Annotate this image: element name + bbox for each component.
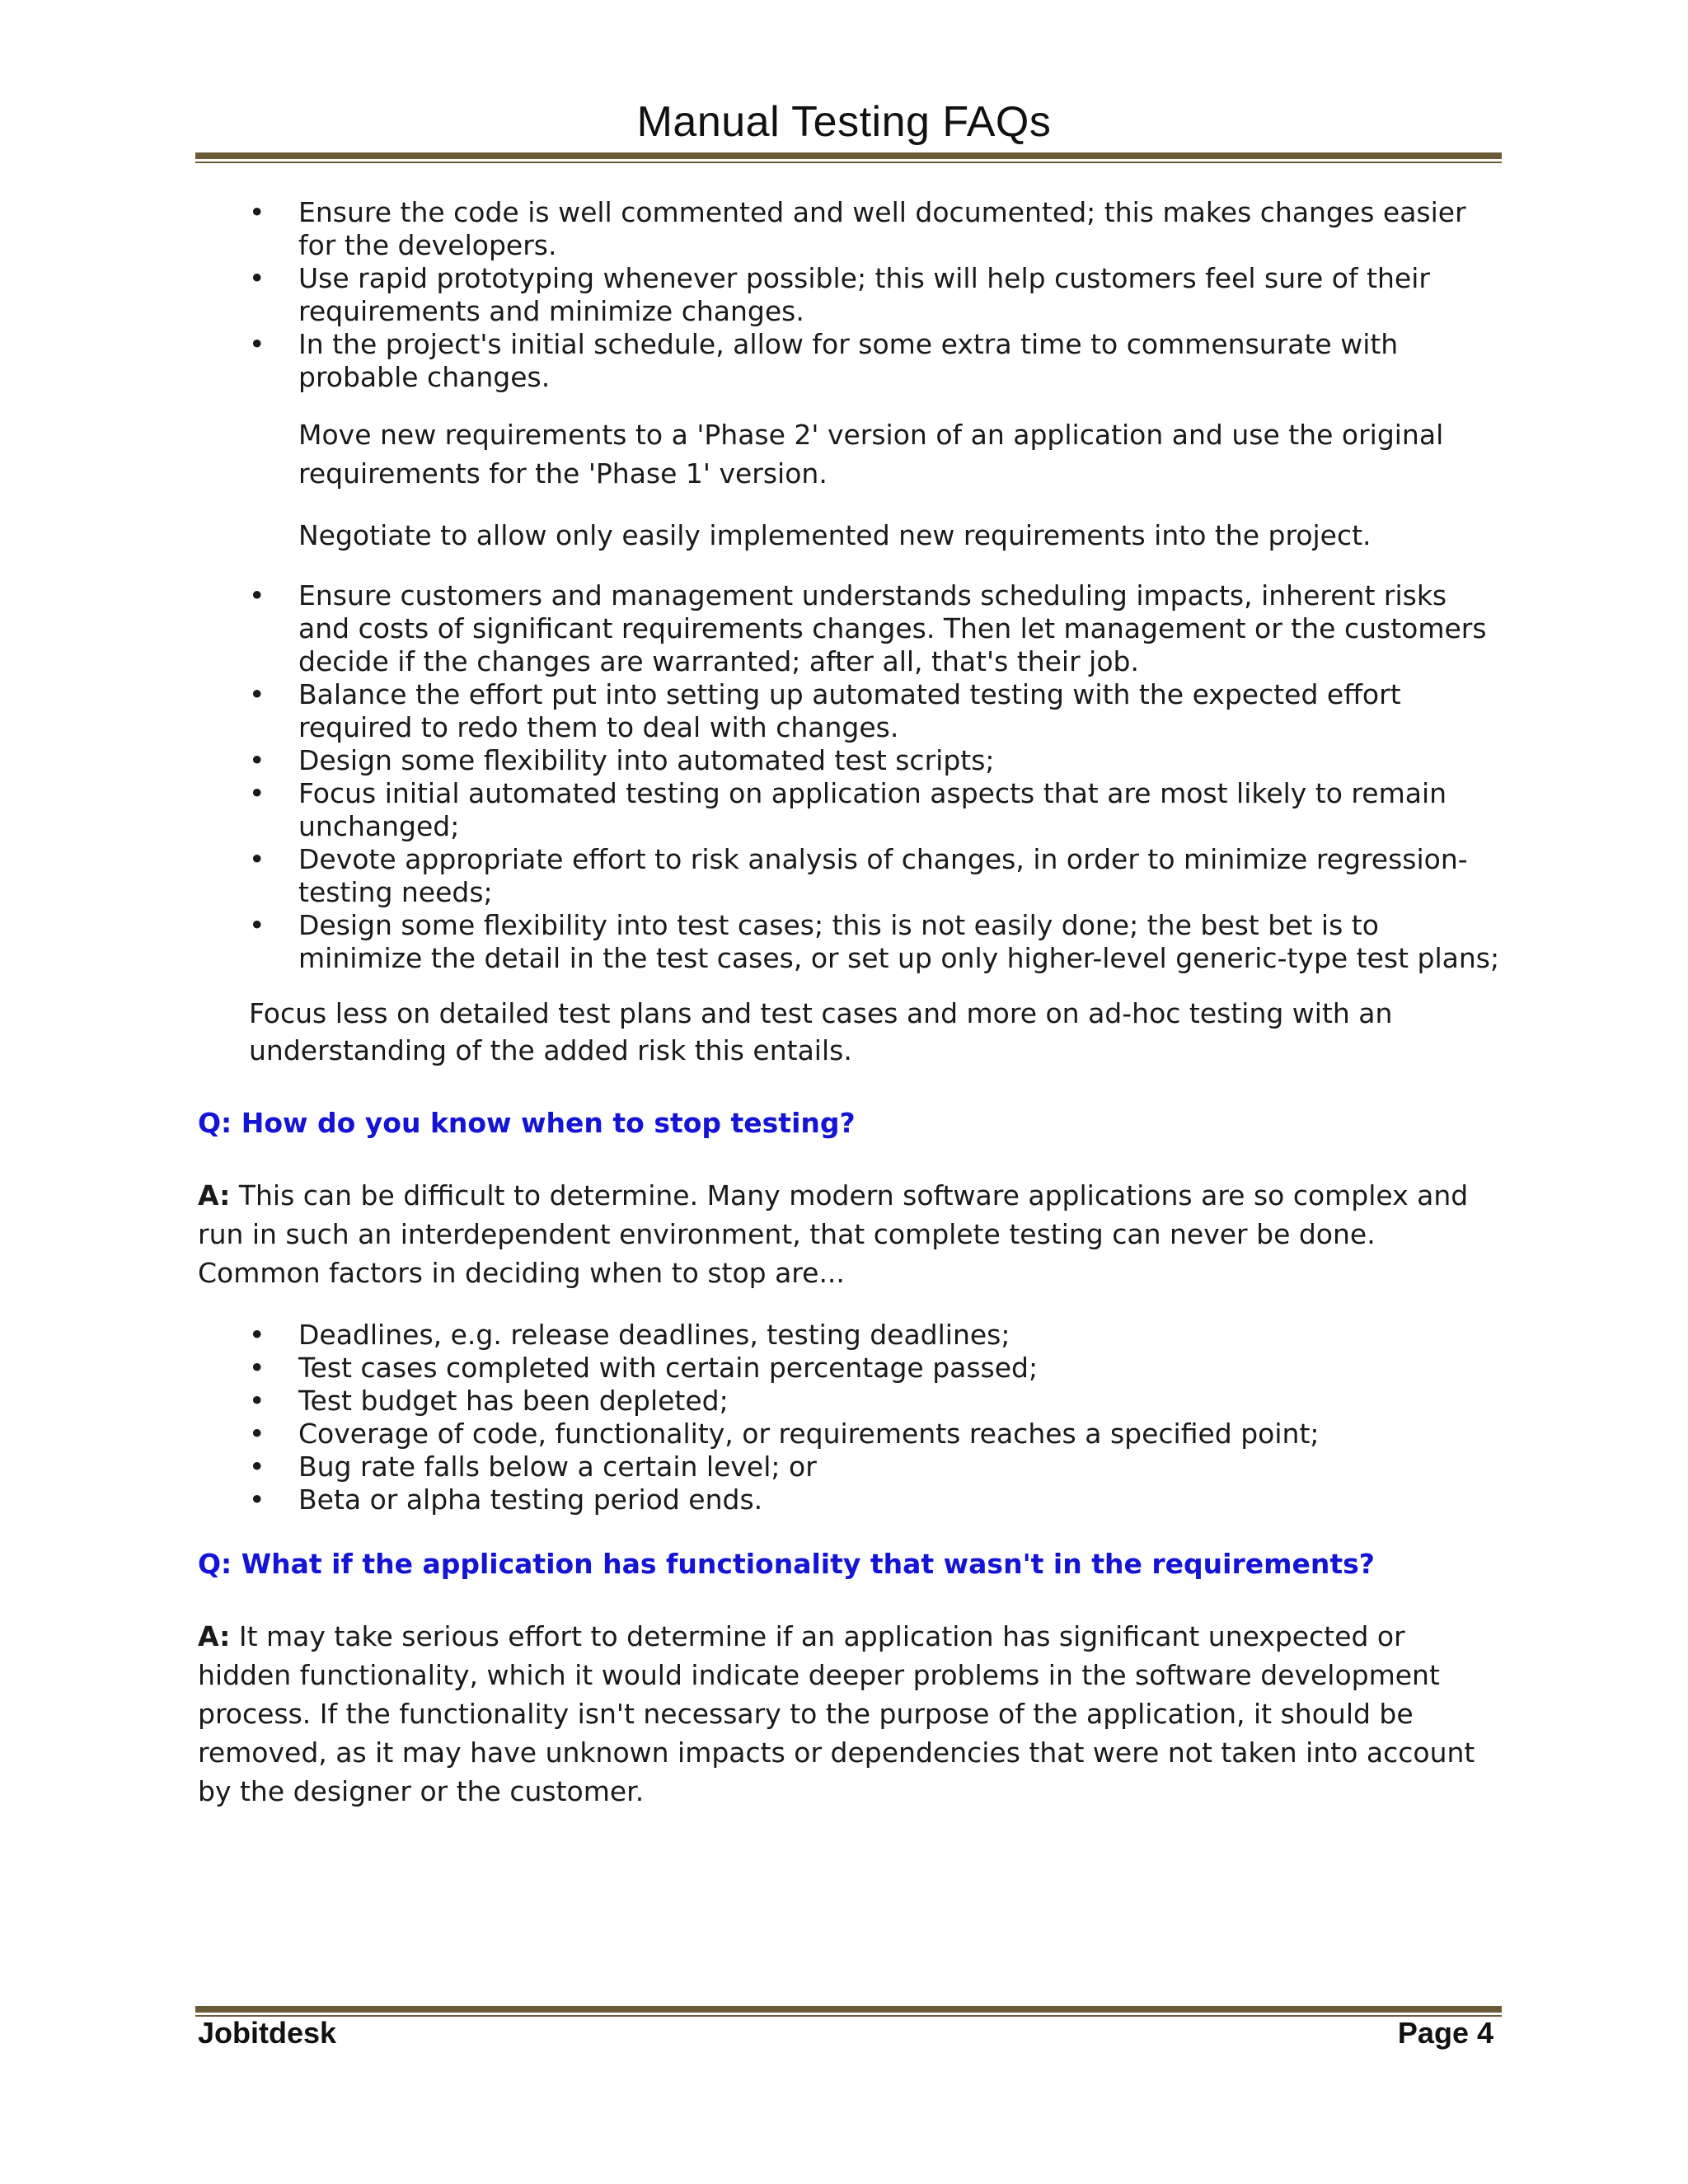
list-item: • Design some flexibility into automated test scripts; (198, 744, 1500, 777)
list-item: • Beta or alpha testing period ends. (198, 1483, 1500, 1516)
header-divider (195, 152, 1502, 163)
focus-paragraph: Focus less on detailed test plans and test cases and more on ad-hoc testing with an understanding of the added risk this entails. (249, 997, 1393, 1066)
answer-label: A: (198, 1620, 231, 1652)
question-stop-testing: Q: How do you know when to stop testing? (198, 1107, 856, 1139)
list-item: • Ensure the code is well commented and well documented; this makes changes easier for the developers. (198, 196, 1500, 262)
list-item: • Coverage of code, functionality, or requirements reaches a specified point; (198, 1418, 1500, 1451)
list-item: • Test cases completed with certain percentage passed; (198, 1352, 1500, 1385)
list-item: • Ensure customers and management understands scheduling impacts, inherent risks and costs of significant requirements changes. Then let management or the customers decide if the changes are warranted; after all, that's their job. (198, 579, 1500, 678)
answer-text: It may take serious effort to determine if an application has significant unexpected or hidden functionality, which it would indicate deeper problems in the software development process. If the functionality isn't necessary to the purpose of the application, it should be removed, as it may have unknown impacts or dependencies that were not taken into account by the designer or the customer. (198, 1620, 1475, 1807)
list-item: • Deadlines, e.g. release deadlines, testing deadlines; (198, 1319, 1500, 1352)
answer-extra-functionality (198, 1617, 1500, 1811)
page-title: Manual Testing FAQs (636, 98, 1052, 146)
answer-stop-testing (198, 1176, 1500, 1292)
negotiate-paragraph: Negotiate to allow only easily implemented new requirements into the project. (298, 519, 1372, 551)
stop-factors-list (198, 1319, 1500, 1516)
answer-label: A: (198, 1179, 231, 1212)
footer-site-name: Jobitdesk (198, 2016, 337, 2050)
list-item: • Focus initial automated testing on application aspects that are most likely to remain unchanged; (198, 777, 1500, 843)
page-content (198, 196, 1500, 1811)
list-item: • Balance the effort put into setting up automated testing with the expected effort required to redo them to deal with changes. (198, 678, 1500, 744)
footer-divider (195, 2006, 1502, 2017)
page-number: Page 4 (1397, 2016, 1493, 2050)
list-item: • Design some flexibility into test cases; this is not easily done; the best bet is to minimize the detail in the test cases, or set up only higher-level generic-type test plans; (198, 909, 1500, 975)
phase-paragraph: Move new requirements to a 'Phase 2' version of an application and use the original requirements for the 'Phase 1' version. (298, 419, 1444, 490)
question-extra-functionality: Q: What if the application has functionality that wasn't in the requirements? (198, 1548, 1375, 1580)
list-item: • Bug rate falls below a certain level; or (198, 1451, 1500, 1483)
list-item: • Test budget has been depleted; (198, 1385, 1500, 1418)
change-bullets-b (198, 579, 1500, 975)
list-item: • In the project's initial schedule, allow for some extra time to commensurate with probable changes. (198, 328, 1500, 394)
list-item: • Use rapid prototyping whenever possible; this will help customers feel sure of their requirements and minimize changes. (198, 262, 1500, 328)
change-bullets-a (198, 196, 1500, 394)
list-item: • Devote appropriate effort to risk analysis of changes, in order to minimize regression-testing needs; (198, 843, 1500, 909)
answer-text: This can be difficult to determine. Many modern software applications are so complex and run in such an interdependent environment, that complete testing can never be done. Common factors in deciding when to stop are... (198, 1179, 1469, 1289)
